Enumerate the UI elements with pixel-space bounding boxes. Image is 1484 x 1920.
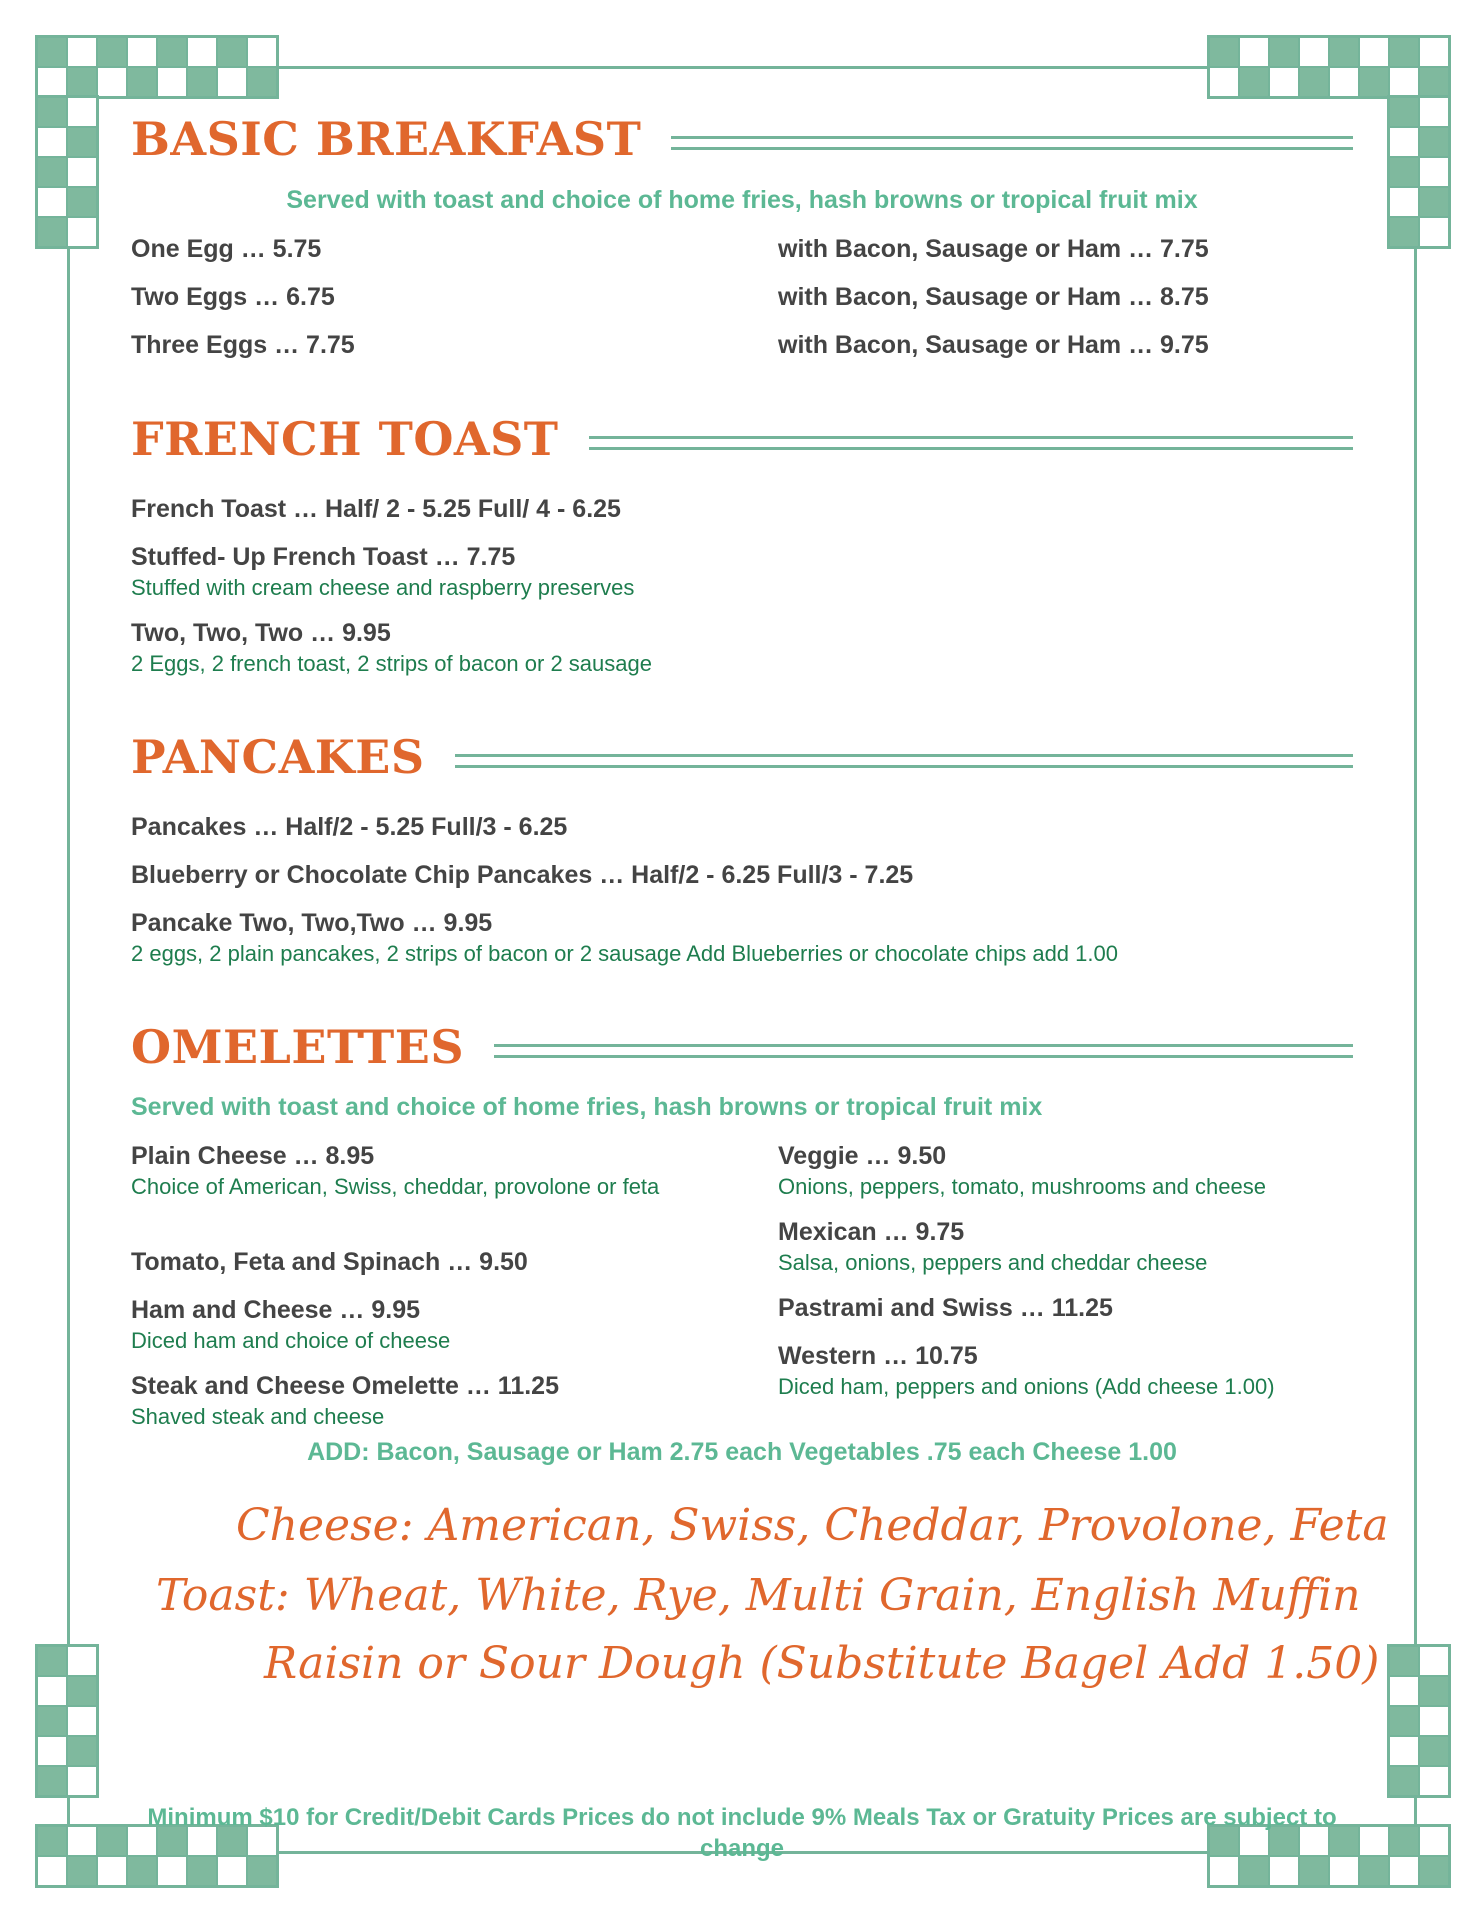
checker-top-right-v [1387, 95, 1451, 249]
checker-square [1389, 187, 1419, 217]
checker-bottom-left-v [35, 1644, 99, 1798]
checker-square [1419, 1766, 1449, 1796]
menu-item: with Bacon, Sausage or Ham … 9.75 [778, 331, 1209, 359]
section-subtitle: Served with toast and choice of home fries, hash browns or tropical fruit mix [286, 186, 1198, 214]
checker-square [1419, 1826, 1449, 1856]
checker-square [1359, 67, 1389, 97]
checker-square [1329, 67, 1359, 97]
checker-square [1419, 127, 1449, 157]
section-basic-breakfast [131, 112, 1353, 166]
checker-square [1299, 37, 1329, 67]
section-subtitle: Served with toast and choice of home fries, hash browns or tropical fruit mix [131, 1093, 1043, 1121]
add-ons-line: ADD: Bacon, Sausage or Ham 2.75 each Vegetables .75 each Cheese 1.00 [307, 1438, 1177, 1466]
checker-square [1419, 37, 1449, 67]
menu-item: Ham and Cheese … 9.95 [131, 1296, 421, 1324]
menu-item: Two Eggs … 6.75 [131, 283, 335, 311]
menu-item-description: Stuffed with cream cheese and raspberry preserves [131, 575, 635, 600]
menu-item-description: 2 Eggs, 2 french toast, 2 strips of bacon or 2 sausage [131, 651, 652, 676]
checker-square [37, 1856, 67, 1886]
checker-square [1419, 1646, 1449, 1676]
menu-item: Three Eggs … 7.75 [131, 331, 355, 359]
menu-item: Tomato, Feta and Spinach … 9.50 [131, 1248, 528, 1276]
checker-square [67, 1736, 97, 1766]
checker-square [247, 67, 277, 97]
checker-square [67, 127, 97, 157]
checker-top-left-h [35, 35, 279, 99]
section-title: OMELETTES [131, 1020, 494, 1074]
checker-square [67, 217, 97, 247]
checker-square [187, 37, 217, 67]
checker-square [217, 37, 247, 67]
checker-square [37, 187, 67, 217]
checker-square [67, 1826, 97, 1856]
checker-square [1359, 1856, 1389, 1886]
menu-item: Plain Cheese … 8.95 [131, 1142, 375, 1170]
menu-item: Steak and Cheese Omelette … 11.25 [131, 1372, 559, 1400]
checker-square [1389, 1826, 1419, 1856]
menu-item: with Bacon, Sausage or Ham … 7.75 [778, 235, 1209, 263]
checker-square [1389, 1646, 1419, 1676]
checker-square [1239, 67, 1269, 97]
checker-square [1419, 1736, 1449, 1766]
checker-square [1419, 67, 1449, 97]
checker-square [1389, 1736, 1419, 1766]
checker-square [157, 67, 187, 97]
checker-square [97, 67, 127, 97]
menu-item: Blueberry or Chocolate Chip Pancakes … Half/2 - 6.25 Full/3 - 7.25 [131, 861, 914, 889]
checker-square [67, 37, 97, 67]
checker-square [1359, 37, 1389, 67]
checker-square [1299, 67, 1329, 97]
checker-bottom-right-v [1387, 1644, 1451, 1798]
checker-square [37, 97, 67, 127]
menu-item: Mexican … 9.75 [778, 1218, 965, 1246]
checker-square [1389, 97, 1419, 127]
menu-item: Two, Two, Two … 9.95 [131, 619, 391, 647]
menu-item: French Toast … Half/ 2 - 5.25 Full/ 4 - 6.25 [131, 495, 621, 523]
checker-square [37, 37, 67, 67]
checker-square [67, 67, 97, 97]
menu-item-description: Onions, peppers, tomato, mushrooms and cheese [778, 1174, 1266, 1199]
checker-square [37, 1646, 67, 1676]
bread-choices: Raisin or Sour Dough (Substitute Bagel Add 1.50) [264, 1638, 1380, 1689]
section-omelettes [131, 1020, 1353, 1074]
section-title: PANCAKES [131, 730, 455, 784]
checker-square [1419, 97, 1449, 127]
checker-square [37, 1706, 67, 1736]
section-pancakes [131, 730, 1353, 784]
menu-item-description: Salsa, onions, peppers and cheddar cheese [778, 1250, 1208, 1275]
checker-square [97, 37, 127, 67]
checker-square [1329, 37, 1359, 67]
menu-item-description: Shaved steak and cheese [131, 1404, 385, 1429]
checker-square [1419, 1856, 1449, 1886]
checker-square [67, 1766, 97, 1796]
checker-square [37, 1736, 67, 1766]
section-title: BASIC BREAKFAST [131, 112, 671, 166]
section-french-toast [131, 412, 1353, 466]
checker-square [1269, 37, 1299, 67]
checker-square [127, 67, 157, 97]
checker-square [37, 1676, 67, 1706]
cheese-choices: Cheese: American, Swiss, Cheddar, Provolone, Feta [236, 1500, 1389, 1551]
checker-square [1389, 1856, 1419, 1886]
checker-square [1389, 1676, 1419, 1706]
checker-square [67, 1676, 97, 1706]
checker-square [37, 157, 67, 187]
checker-square [1419, 157, 1449, 187]
checker-square [67, 157, 97, 187]
menu-item: Pancake Two, Two,Two … 9.95 [131, 909, 493, 937]
section-title: FRENCH TOAST [131, 412, 589, 466]
menu-item-description: Choice of American, Swiss, cheddar, provolone or feta [131, 1174, 660, 1199]
checker-square [1209, 37, 1239, 67]
checker-square [1419, 217, 1449, 247]
menu-item: with Bacon, Sausage or Ham … 8.75 [778, 283, 1209, 311]
checker-square [187, 67, 217, 97]
checker-square [1389, 127, 1419, 157]
menu-item-description: Diced ham, peppers and onions (Add cheese 1.00) [778, 1374, 1275, 1399]
checker-square [37, 217, 67, 247]
checker-square [97, 1826, 127, 1856]
checker-square [1269, 67, 1299, 97]
checker-square [247, 37, 277, 67]
menu-item: Stuffed- Up French Toast … 7.75 [131, 543, 516, 571]
footer-note: Minimum $10 for Credit/Debit Cards Prices do not include 9% Meals Tax or Gratuity Prices are subject to change [147, 1804, 1337, 1862]
checker-square [1419, 187, 1449, 217]
checker-top-left-v [35, 95, 99, 249]
checker-square [1419, 1676, 1449, 1706]
checker-square [157, 37, 187, 67]
toast-choices: Toast: Wheat, White, Rye, Multi Grain, English Muffin [156, 1570, 1361, 1621]
checker-square [67, 1706, 97, 1736]
checker-square [67, 97, 97, 127]
menu-item-description: Diced ham and choice of cheese [131, 1328, 451, 1353]
checker-square [37, 127, 67, 157]
checker-square [1389, 1706, 1419, 1736]
checker-square [97, 1856, 127, 1886]
checker-square [1389, 37, 1419, 67]
checker-square [1419, 1706, 1449, 1736]
checker-square [1389, 217, 1419, 247]
checker-square [37, 67, 67, 97]
checker-square [217, 67, 247, 97]
checker-square [1239, 37, 1269, 67]
checker-square [67, 1646, 97, 1676]
checker-square [1359, 1826, 1389, 1856]
checker-square [1389, 67, 1419, 97]
checker-square [37, 1766, 67, 1796]
checker-square [1209, 67, 1239, 97]
menu-item: Veggie … 9.50 [778, 1142, 947, 1170]
menu-item-description: 2 eggs, 2 plain pancakes, 2 strips of bacon or 2 sausage Add Blueberries or chocolate chips add 1.00 [131, 941, 1118, 966]
checker-square [67, 187, 97, 217]
menu-item: One Egg … 5.75 [131, 235, 322, 263]
checker-square [127, 37, 157, 67]
checker-square [1389, 1766, 1419, 1796]
checker-top-right-h [1207, 35, 1451, 99]
menu-item: Pastrami and Swiss … 11.25 [778, 1294, 1113, 1322]
checker-square [67, 1856, 97, 1886]
checker-square [37, 1826, 67, 1856]
menu-item: Western … 10.75 [778, 1342, 978, 1370]
menu-item: Pancakes … Half/2 - 5.25 Full/3 - 6.25 [131, 813, 568, 841]
checker-square [1389, 157, 1419, 187]
